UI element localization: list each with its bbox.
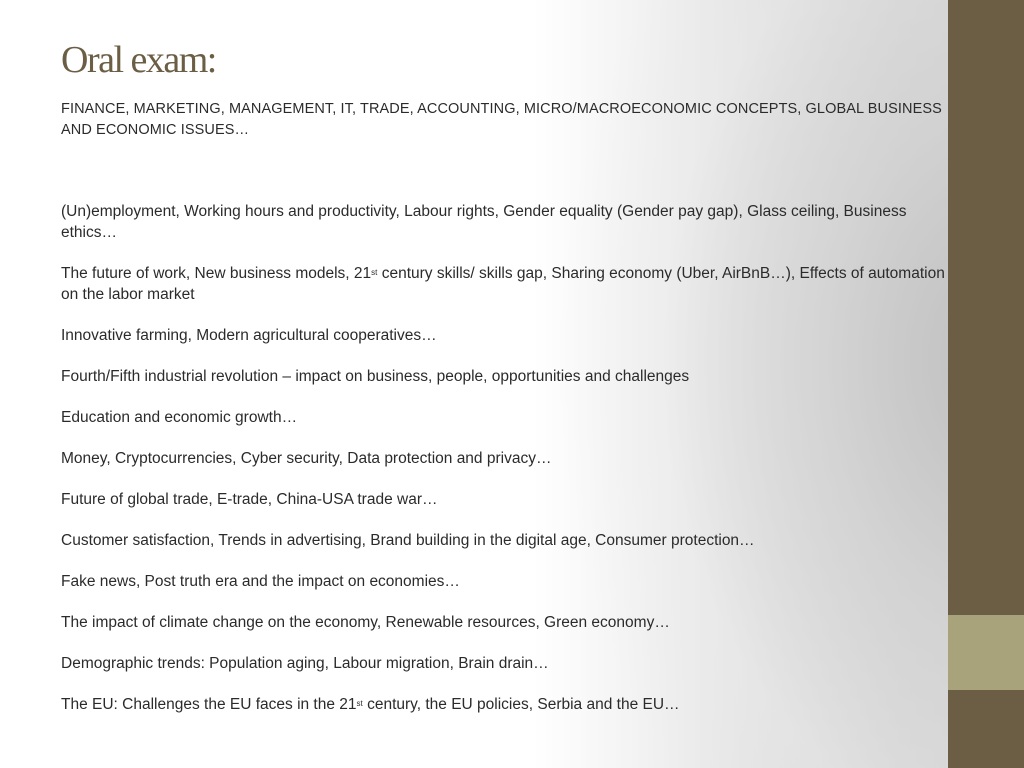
- topic-item-farming: Innovative farming, Modern agricultural cooperatives…: [61, 327, 437, 344]
- topic-item-demographic-trends: Demographic trends: Population aging, Labour migration, Brain drain…: [61, 655, 549, 672]
- right-bar-accent-block: [948, 615, 1024, 690]
- topic-item-industrial-revolution: Fourth/Fifth industrial revolution – impact on business, people, opportunities and challenges: [61, 368, 690, 385]
- topic-text: century, the EU policies, Serbia and the EU…: [362, 696, 680, 713]
- topic-item-employment: (Un)employment, Working hours and productivity, Labour rights, Gender equality (Gender pay gap), Glass ceiling, Business ethics…: [61, 203, 907, 241]
- topic-item-eu: [61, 694, 947, 715]
- topic-item-global-trade: Future of global trade, E-trade, China-USA trade war…: [61, 491, 438, 508]
- topic-text: The EU: Challenges the EU faces in the 21: [61, 696, 357, 713]
- topic-list: [61, 201, 947, 735]
- slide-title: Oral exam:: [61, 39, 216, 81]
- subject-areas-text: FINANCE, MARKETING, MANAGEMENT, IT, TRADE, ACCOUNTING, MICRO/MACROECONOMIC CONCEPTS, GLOBAL BUSINESS AND ECONOMIC ISSUES…: [61, 101, 942, 138]
- topic-item-education: Education and economic growth…: [61, 409, 298, 426]
- topic-text: century skills/ skills gap, Sharing economy (Uber, AirBnB…), Effects of automation on the labor market: [61, 265, 945, 303]
- topic-text: The future of work, New business models, 21: [61, 265, 372, 282]
- topic-item-fake-news: Fake news, Post truth era and the impact on economies…: [61, 573, 460, 590]
- ordinal-suffix: st: [371, 268, 378, 277]
- topic-item-climate-change: The impact of climate change on the economy, Renewable resources, Green economy…: [61, 614, 670, 631]
- topic-item-money: Money, Cryptocurrencies, Cyber security, Data protection and privacy…: [61, 450, 552, 467]
- topic-item-future-of-work: [61, 263, 947, 305]
- ordinal-suffix: st: [356, 699, 363, 708]
- topic-item-customer-satisfaction: Customer satisfaction, Trends in advertising, Brand building in the digital age, Consumer protection…: [61, 532, 755, 549]
